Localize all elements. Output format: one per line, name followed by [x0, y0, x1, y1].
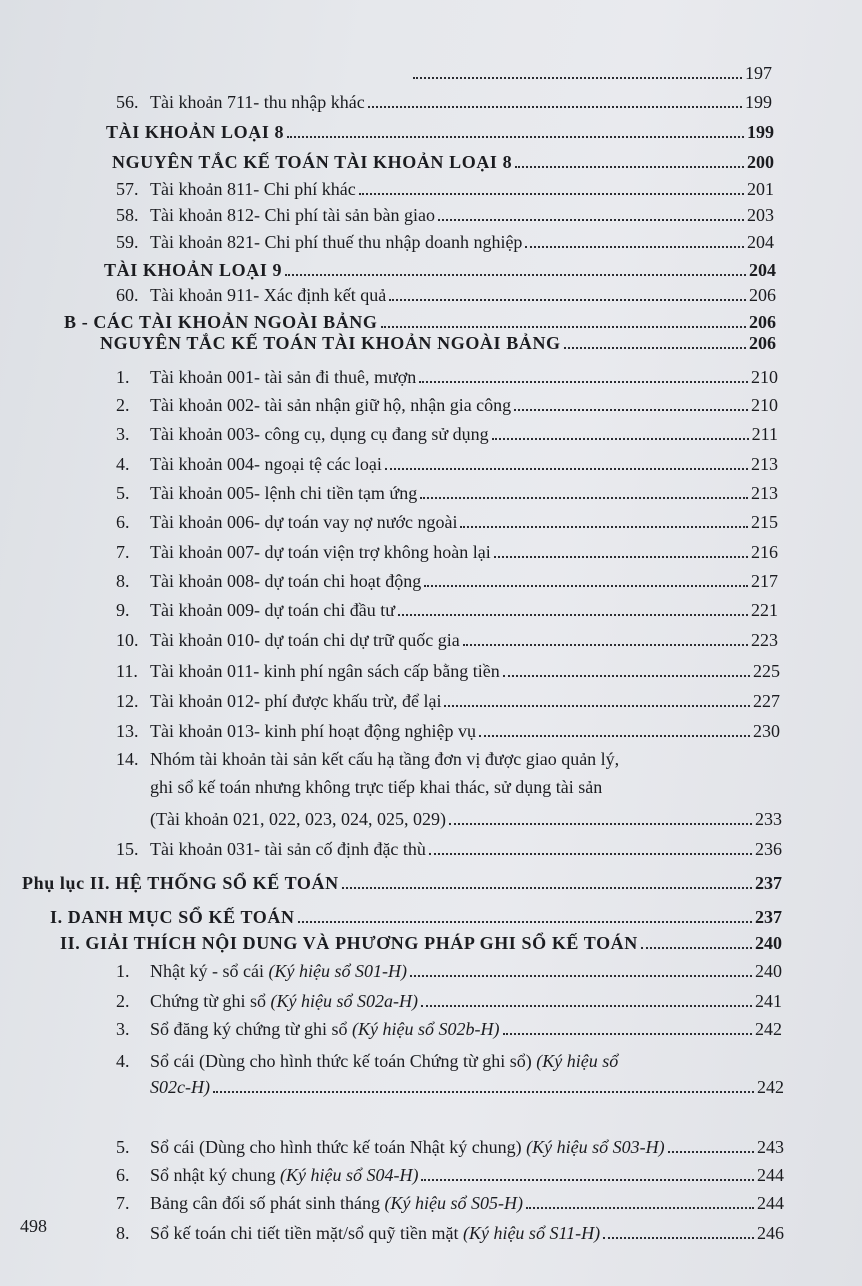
toc-entry-title-text: Tài khoản 031- tài sản cố định đặc thù	[150, 839, 426, 859]
toc-entry-number: 13.	[116, 721, 139, 741]
toc-leader-dots	[438, 219, 744, 221]
toc-entry	[410, 62, 772, 84]
page-number: 498	[20, 1216, 47, 1236]
toc-leader-dots	[413, 77, 742, 79]
toc-entry-title-text: NGUYÊN TẮC KẾ TOÁN TÀI KHOẢN LOẠI 8	[112, 152, 513, 172]
toc-entry-title	[150, 1076, 210, 1098]
toc-entry-page: 223	[751, 630, 778, 650]
toc-entry-page: 206	[749, 285, 776, 305]
toc-entry-title-text: Tài khoản 011- kinh phí ngân sách cấp bằng tiền	[150, 661, 500, 681]
toc-entry-title-text: Sổ cái (Dùng cho hình thức kế toán Chứng từ ghi sổ)	[150, 1051, 537, 1071]
toc-entry-title-text: Sổ kế toán chi tiết tiền mặt/sổ quỹ tiền mặt	[150, 1223, 463, 1243]
toc-entry-title-text: Sổ nhật ký chung	[150, 1165, 280, 1185]
toc-entry-page: 246	[757, 1223, 784, 1243]
toc-entry-title-text: ghi sổ kế toán nhưng không trực tiếp khai thác, sử dụng tài sản	[150, 777, 603, 797]
toc-entry-number: 60.	[116, 285, 139, 305]
toc-entry-title	[150, 748, 619, 770]
toc-entry-page: 237	[755, 907, 782, 927]
toc-entry-title-text: Nhóm tài khoản tài sản kết cấu hạ tầng đơn vị được giao quản lý,	[150, 749, 620, 769]
toc-leader-dots	[463, 644, 748, 646]
toc-leader-dots	[287, 136, 744, 138]
toc-entry-page: 242	[757, 1077, 784, 1097]
toc-entry-title	[150, 1164, 418, 1186]
toc-entry-page: 216	[751, 542, 778, 562]
toc-entry	[116, 570, 778, 592]
toc-leader-dots	[389, 299, 746, 301]
toc-leader-dots	[641, 947, 752, 949]
toc-entry	[116, 1192, 784, 1214]
toc-leader-dots	[449, 823, 752, 825]
toc-entry-page: 237	[755, 873, 782, 893]
toc-entry-title-text: I. DANH MỤC SỔ KẾ TOÁN	[50, 907, 295, 927]
toc-entry-title	[150, 1136, 665, 1158]
toc-entry-page: 206	[749, 333, 776, 353]
toc-leader-dots	[503, 675, 750, 677]
toc-entry-title	[150, 541, 491, 563]
toc-entry-page: 210	[751, 395, 778, 415]
toc-entry-number: 1.	[116, 961, 130, 981]
toc-leader-dots	[515, 166, 744, 168]
toc-entry-code: (Ký hiệu sổ S03-H)	[526, 1137, 665, 1157]
toc-entry-title	[150, 423, 489, 445]
toc-entry-page: 241	[755, 991, 782, 1011]
toc-entry-title	[150, 1192, 523, 1214]
toc-entry-number: 4.	[116, 454, 130, 474]
toc-leader-dots	[603, 1237, 754, 1239]
toc-entry-title-text: Tài khoản 811- Chi phí khác	[150, 179, 356, 199]
toc-entry-title-text: TÀI KHOẢN LOẠI 8	[106, 122, 285, 142]
toc-entry	[116, 453, 778, 475]
toc-entry-number: 58.	[116, 205, 139, 225]
toc-entry-title	[150, 1018, 500, 1040]
toc-leader-dots	[444, 705, 750, 707]
toc-entry-title	[150, 629, 460, 651]
toc-entry-title	[150, 570, 421, 592]
toc-entry-code: (Ký hiệu sổ S11-H)	[462, 1223, 601, 1243]
toc-entry-page: 210	[751, 367, 778, 387]
toc-entry-title-text: Tài khoản 010- dự toán chi dự trữ quốc gia	[150, 630, 460, 650]
toc-entry-title	[150, 284, 386, 306]
toc-leader-dots	[421, 1179, 754, 1181]
toc-entry-title-text: Tài khoản 711- thu nhập khác	[150, 92, 365, 112]
toc-entry-title	[150, 1050, 618, 1072]
toc-entry-title	[22, 872, 339, 894]
toc-entry-title	[60, 932, 638, 954]
toc-entry-page: 204	[747, 232, 774, 252]
toc-entry-number: 7.	[116, 542, 130, 562]
toc-entry	[22, 872, 782, 894]
toc-entry-title	[150, 960, 407, 982]
toc-entry-number: 5.	[116, 483, 130, 503]
toc-entry-line	[150, 1076, 784, 1098]
toc-entry-code: (Ký hiệu sổ S02b-H)	[352, 1019, 500, 1039]
toc-entry	[116, 629, 778, 651]
toc-entry-title	[150, 231, 522, 253]
toc-entry-number: 3.	[116, 1019, 130, 1039]
toc-entry	[116, 91, 772, 113]
toc-entry-code: S02c-H)	[150, 1077, 210, 1097]
toc-entry-title-text: Tài khoản 821- Chi phí thuế thu nhập doanh nghiệp	[150, 232, 523, 252]
toc-entry-page: 217	[751, 571, 778, 591]
toc-entry-title	[112, 151, 512, 173]
toc-leader-dots	[492, 438, 749, 440]
toc-entry-line	[116, 1050, 784, 1072]
toc-entry-title-text: II. GIẢI THÍCH NỘI DUNG VÀ PHƯƠNG PHÁP GHI SỔ KẾ TOÁN	[60, 933, 638, 953]
toc-leader-dots	[421, 1005, 752, 1007]
toc-entry-title	[150, 366, 416, 388]
toc-leader-dots	[398, 614, 748, 616]
toc-entry-code: (Ký hiệu sổ S02a-H)	[270, 991, 419, 1011]
toc-entry	[106, 121, 774, 143]
toc-entry-number: 15.	[116, 839, 139, 859]
toc-entry-title	[150, 808, 446, 830]
toc-entry-title-text: Tài khoản 012- phí được khấu trừ, để lại	[150, 691, 442, 711]
toc-leader-dots	[503, 1033, 753, 1035]
toc-leader-dots	[460, 526, 748, 528]
toc-entry-line	[150, 808, 782, 830]
toc-entry	[116, 690, 780, 712]
toc-entry-code: (Ký hiệu sổ S05-H)	[384, 1193, 523, 1213]
toc-entry-title	[150, 1222, 600, 1244]
toc-leader-dots	[429, 853, 752, 855]
toc-entry-page: 200	[747, 152, 774, 172]
toc-entry	[116, 599, 778, 621]
toc-leader-dots	[424, 585, 748, 587]
toc-entry-page: 240	[755, 933, 782, 953]
toc-entry-page: 230	[753, 721, 780, 741]
toc-entry-number: 3.	[116, 424, 130, 444]
toc-entry-title	[150, 690, 441, 712]
toc-entry-title	[150, 91, 365, 113]
toc-entry-title-text: Tài khoản 013- kinh phí hoạt động nghiệp vụ	[150, 721, 476, 741]
toc-entry	[116, 231, 774, 253]
toc-entry-page: 203	[747, 205, 774, 225]
toc-entry-number: 8.	[116, 571, 130, 591]
toc-entry-title	[64, 311, 378, 333]
toc-entry-title-text: Tài khoản 008- dự toán chi hoạt động	[150, 571, 422, 591]
toc-leader-dots	[342, 887, 752, 889]
toc-leader-dots	[514, 409, 748, 411]
toc-entry	[116, 423, 778, 445]
toc-entry-line	[116, 748, 782, 770]
toc-entry	[50, 906, 782, 928]
toc-entry	[116, 660, 780, 682]
toc-entry-title-text: Nhật ký - sổ cái	[150, 961, 269, 981]
toc-leader-dots	[419, 381, 748, 383]
toc-entry-page: 227	[753, 691, 780, 711]
toc-entry-code: (Ký hiệu sổ S01-H)	[268, 961, 407, 981]
toc-entry-page: 206	[749, 312, 776, 332]
toc-entry	[116, 960, 782, 982]
toc-entry-line	[116, 776, 782, 798]
toc-entry-number: 6.	[116, 512, 130, 532]
toc-entry-number: 5.	[116, 1137, 130, 1157]
toc-entry	[116, 1018, 782, 1040]
toc-entry	[116, 394, 778, 416]
toc-entry-title-text: (Tài khoản 021, 022, 023, 024, 025, 029)	[150, 809, 446, 829]
toc-entry-page: 225	[753, 661, 780, 681]
toc-entry-number: 59.	[116, 232, 139, 252]
toc-entry	[116, 284, 776, 306]
toc-entry-title-text: Tài khoản 006- dự toán vay nợ nước ngoài	[150, 512, 458, 532]
toc-entry-page: 211	[751, 424, 778, 444]
toc-entry-title-text: Chứng từ ghi sổ	[150, 991, 271, 1011]
toc-entry-title	[150, 204, 435, 226]
toc-entry-title-text: Sổ cái (Dùng cho hình thức kế toán Nhật ký chung)	[150, 1137, 527, 1157]
toc-entry-number: 1.	[116, 367, 130, 387]
toc-leader-dots	[668, 1151, 754, 1153]
toc-entry	[116, 482, 778, 504]
toc-leader-dots	[285, 274, 746, 276]
toc-entry-title	[150, 178, 356, 200]
toc-entry-page: 243	[757, 1137, 784, 1157]
toc-entry	[112, 151, 774, 173]
toc-leader-dots	[385, 468, 748, 470]
toc-entry-title-text: Tài khoản 812- Chi phí tài sản bàn giao	[150, 205, 435, 225]
toc-leader-dots	[564, 347, 746, 349]
toc-entry-number: 12.	[116, 691, 139, 711]
toc-entry-code: (Ký hiệu sổ	[536, 1051, 619, 1071]
toc-entry-page: 213	[751, 454, 778, 474]
toc-entry	[116, 1222, 784, 1244]
toc-entry-title	[150, 990, 418, 1012]
toc-entry-page: 236	[755, 839, 782, 859]
toc-entry-title-text: Tài khoản 003- công cụ, dụng cụ đang sử dụng	[150, 424, 489, 444]
toc-leader-dots	[381, 326, 747, 328]
toc-entry-number: 14.	[116, 749, 139, 769]
toc-entry-page: 213	[751, 483, 778, 503]
toc-entry-title-text: Sổ đăng ký chứng từ ghi sổ	[150, 1019, 353, 1039]
toc-leader-dots	[479, 735, 750, 737]
toc-entry-title-text: Tài khoản 002- tài sản nhận giữ hộ, nhận gia công	[150, 395, 512, 415]
toc-entry-page: 201	[747, 179, 774, 199]
toc-entry	[116, 541, 778, 563]
toc-entry	[116, 720, 780, 742]
toc-entry-page: 204	[749, 260, 776, 280]
toc-entry-number: 8.	[116, 1223, 130, 1243]
toc-leader-dots	[359, 193, 744, 195]
toc-entry-title-text: B - CÁC TÀI KHOẢN NGOÀI BẢNG	[64, 312, 378, 332]
toc-entry-title-text: Bảng cân đối số phát sinh tháng	[150, 1193, 385, 1213]
toc-entry-title	[150, 453, 382, 475]
toc-entry-title	[150, 511, 457, 533]
toc-entry-number: 56.	[116, 92, 139, 112]
toc-entry-title	[106, 121, 284, 143]
toc-entry-page: 240	[755, 961, 782, 981]
toc-entry	[104, 259, 776, 281]
toc-entry	[116, 366, 778, 388]
toc-entry-title-text: Tài khoản 004- ngoại tệ các loại	[150, 454, 382, 474]
toc-entry-page: 221	[751, 600, 778, 620]
toc-entry	[116, 178, 774, 200]
toc-entry	[116, 1136, 784, 1158]
toc-entry-title	[150, 482, 417, 504]
toc-entry-number: 10.	[116, 630, 139, 650]
toc-entry-title	[150, 599, 395, 621]
toc-entry	[60, 932, 782, 954]
toc-entry-number: 7.	[116, 1193, 130, 1213]
toc-entry-title	[100, 332, 561, 354]
toc-entry-page: 242	[755, 1019, 782, 1039]
toc-entry-title	[50, 906, 295, 928]
toc-entry-title-text: Tài khoản 007- dự toán viện trợ không hoàn lại	[150, 542, 491, 562]
toc-leader-dots	[298, 921, 752, 923]
toc-entry-code: (Ký hiệu sổ S04-H)	[280, 1165, 419, 1185]
toc-leader-dots	[494, 556, 748, 558]
toc-leader-dots	[410, 975, 752, 977]
toc-entry-title-text: NGUYÊN TẮC KẾ TOÁN TÀI KHOẢN NGOÀI BẢNG	[100, 333, 561, 353]
toc-leader-dots	[368, 106, 742, 108]
toc-entry-title	[150, 394, 511, 416]
toc-leader-dots	[525, 246, 744, 248]
toc-entry-page: 199	[747, 122, 774, 142]
toc-entry-title	[150, 776, 602, 798]
toc-entry-page: 244	[757, 1193, 784, 1213]
toc-entry-title-text: Phụ lục II. HỆ THỐNG SỔ KẾ TOÁN	[22, 873, 339, 893]
toc-entry-page: 244	[757, 1165, 784, 1185]
toc-entry-number: 11.	[116, 661, 138, 681]
toc-entry-page: 215	[751, 512, 778, 532]
toc-entry	[116, 1164, 784, 1186]
toc-entry	[116, 204, 774, 226]
toc-leader-dots	[526, 1207, 754, 1209]
toc-entry-number: 2.	[116, 395, 130, 415]
toc-entry	[116, 990, 782, 1012]
toc-entry-title-text: TÀI KHOẢN LOẠI 9	[104, 260, 283, 280]
toc-entry-page: 233	[755, 809, 782, 829]
toc-entry-title-text: Tài khoản 911- Xác định kết quả	[150, 285, 387, 305]
toc-entry	[116, 511, 778, 533]
toc-entry	[116, 838, 782, 860]
toc-entry-title-text: Tài khoản 009- dự toán chi đầu tư	[150, 600, 395, 620]
toc-entry-title-text: Tài khoản 001- tài sản đi thuê, mượn	[150, 367, 417, 387]
toc-entry	[64, 311, 776, 333]
toc-entry-number: 6.	[116, 1165, 130, 1185]
toc-entry-title	[150, 720, 476, 742]
toc-entry-number: 57.	[116, 179, 139, 199]
toc-entry-page: 197	[745, 63, 772, 83]
toc-entry-title-text: Tài khoản 005- lệnh chi tiền tạm ứng	[150, 483, 418, 503]
toc-entry-page: 199	[745, 92, 772, 112]
toc-entry-number: 2.	[116, 991, 130, 1011]
toc-entry-title	[104, 259, 282, 281]
toc-leader-dots	[213, 1091, 754, 1093]
toc-leader-dots	[420, 497, 748, 499]
toc-entry-number: 4.	[116, 1051, 130, 1071]
toc-entry-title	[150, 838, 426, 860]
toc-entry	[100, 332, 776, 354]
toc-entry-number: 9.	[116, 600, 130, 620]
toc-entry-title	[150, 660, 500, 682]
